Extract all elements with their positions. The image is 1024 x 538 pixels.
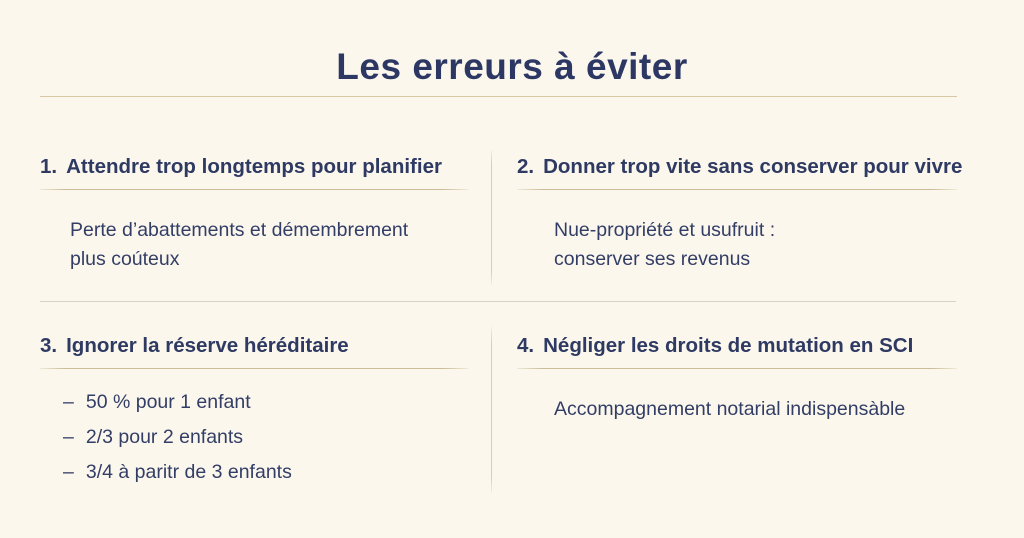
divider-horizontal-middle <box>40 301 956 302</box>
bullet-item <box>63 390 468 414</box>
page-title: Les erreurs à éviter <box>336 46 688 87</box>
bullet-list <box>40 390 468 484</box>
title-underline <box>40 96 957 97</box>
section-number: 2. <box>517 155 535 178</box>
bullet-text: 50 % pour 1 enfant <box>85 391 251 413</box>
heading-underline <box>40 368 468 369</box>
section-body <box>517 395 957 424</box>
section-body <box>40 216 468 274</box>
section-donner <box>517 155 963 274</box>
body-line: Perte d’abattements et démembrement <box>70 219 409 241</box>
dash-bullet-icon: – <box>63 461 74 483</box>
section-ignorer <box>40 334 468 495</box>
section-heading-text: Donner trop vite sans conserver pour vivre <box>543 155 963 178</box>
section-heading-text: Ignorer la réserve héréditaire <box>66 334 349 357</box>
body-line: conserver ses revenus <box>554 248 751 270</box>
section-heading <box>517 155 963 179</box>
heading-underline <box>517 368 957 369</box>
dash-bullet-icon: – <box>63 426 74 448</box>
bullet-item <box>63 425 468 449</box>
divider-vertical-top <box>491 150 492 285</box>
section-heading <box>517 334 957 358</box>
section-negliger <box>517 334 957 424</box>
section-attendre <box>40 155 468 274</box>
section-heading <box>40 155 468 179</box>
section-number: 3. <box>40 334 58 357</box>
bullet-item <box>63 460 468 484</box>
body-line: Nue-propriété et usufruit : <box>554 219 776 241</box>
section-heading-text: Négliger les droits de mutation en SCI <box>543 334 914 357</box>
dash-bullet-icon: – <box>63 391 74 413</box>
section-number: 1. <box>40 155 58 178</box>
body-line: plus coúteux <box>70 248 180 270</box>
bullet-text: 3/4 à paritr de 3 enfants <box>85 461 292 483</box>
bullet-text: 2/3 pour 2 enfants <box>85 426 244 448</box>
section-heading-text: Attendre trop longtemps pour planifier <box>66 155 442 178</box>
body-line: Accompagnement notarial indispensàble <box>554 398 906 420</box>
heading-underline <box>40 189 468 190</box>
heading-underline <box>517 189 957 190</box>
divider-vertical-bottom <box>491 327 492 493</box>
section-number: 4. <box>517 334 535 357</box>
section-heading <box>40 334 468 358</box>
section-body <box>517 216 957 274</box>
